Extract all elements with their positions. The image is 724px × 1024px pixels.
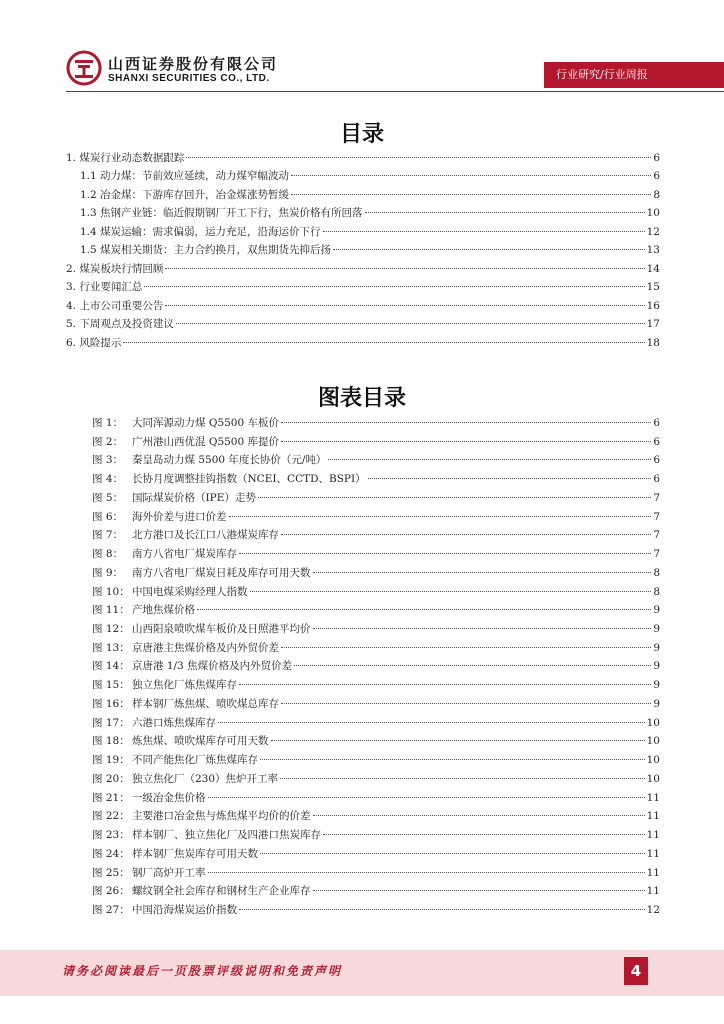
leader-dots — [313, 815, 645, 816]
figure-entry-label: 南方八省电厂煤炭库存 — [132, 548, 237, 561]
figure-entry[interactable] — [92, 623, 660, 636]
toc-entry-page: 15 — [646, 281, 660, 294]
figure-entry[interactable] — [92, 717, 660, 730]
figure-number: 图 12： — [92, 623, 130, 636]
figure-number: 图 6： — [92, 510, 124, 523]
figure-entry-page: 7 — [653, 510, 660, 523]
leader-dots — [229, 516, 652, 517]
leader-dots — [281, 534, 651, 535]
figure-number: 图 27： — [92, 903, 130, 916]
leader-dots — [323, 834, 645, 835]
toc-entry-label: 2. 煤炭板块行情回顾 — [66, 262, 164, 275]
toc-entry[interactable] — [66, 300, 660, 313]
toc-entry[interactable] — [80, 207, 660, 220]
figure-entry-label: 六港口炼焦煤库存 — [132, 716, 216, 729]
leader-dots — [239, 684, 651, 685]
figure-number: 图 8： — [92, 548, 124, 561]
figure-entry[interactable] — [92, 904, 660, 917]
leader-dots — [294, 665, 651, 666]
figure-entry[interactable] — [92, 548, 660, 561]
figure-number: 图 24： — [92, 847, 130, 860]
figure-entry-label: 主要港口冶金焦与炼焦煤平均价的价差 — [132, 810, 311, 823]
toc-entry[interactable] — [66, 337, 660, 350]
leader-dots — [323, 231, 645, 232]
figure-entry[interactable] — [92, 454, 660, 467]
report-type-tag: 行业研究/行业周报 — [544, 62, 724, 88]
toc-entry[interactable] — [66, 263, 660, 276]
figure-entry-page: 12 — [646, 903, 660, 916]
figure-entry[interactable] — [92, 735, 660, 748]
figure-entry-page: 6 — [653, 473, 660, 486]
figure-entry-label: 中国沿海煤炭运价指数 — [132, 903, 237, 916]
figure-entry[interactable] — [92, 604, 660, 617]
figure-entry[interactable] — [92, 436, 660, 449]
figure-entry-label: 样本钢厂、独立焦化厂及四港口焦炭库存 — [132, 829, 321, 842]
toc-entry[interactable] — [66, 318, 660, 331]
figure-entry-page: 8 — [653, 566, 660, 579]
figure-entry[interactable] — [92, 660, 660, 673]
leader-dots — [281, 422, 651, 423]
leader-dots — [165, 305, 644, 306]
figure-entry-label: 长协月度调整挂钩指数（NCEI、CCTD、BSPI） — [132, 473, 366, 486]
figure-entry-page: 6 — [653, 435, 660, 448]
figure-entry-label: 秦皇岛动力煤 5500 年度长协价（元/吨） — [132, 454, 327, 467]
figure-entry-label: 山西阳泉喷吹煤车板价及日照港平均价 — [132, 623, 311, 636]
figure-number: 图 7： — [92, 529, 124, 542]
figure-entry-label: 独立焦化厂炼焦煤库存 — [132, 679, 237, 692]
figure-number: 图 5： — [92, 491, 124, 504]
figure-list-title: 图表目录 — [317, 386, 406, 411]
company-name-en: SHANXI SECURITIES CO., LTD. — [108, 73, 270, 84]
toc-entry-page: 18 — [646, 336, 660, 349]
toc-entry[interactable] — [80, 170, 660, 183]
leader-dots — [208, 872, 645, 873]
figure-entry-label: 海外价差与进口价差 — [132, 510, 227, 523]
toc-entry-page: 6 — [653, 152, 660, 164]
figure-entry-label: 广州港山西优混 Q5500 库提价 — [132, 435, 280, 448]
footer-disclaimer: 请务必阅读最后一页股票评级说明和免责声明 — [62, 964, 343, 978]
leader-dots — [281, 647, 651, 648]
figure-entry-page: 11 — [646, 866, 660, 879]
figure-entry-page: 9 — [653, 679, 660, 692]
figure-number: 图 1： — [92, 417, 124, 429]
header-divider — [66, 91, 724, 92]
figure-number: 图 23： — [92, 829, 130, 842]
toc-entry[interactable] — [80, 226, 660, 239]
figure-entry[interactable] — [92, 529, 660, 542]
toc-entry-label: 1.1 动力煤：节前效应延续，动力煤窄幅波动 — [80, 170, 290, 183]
toc-entry-page: 12 — [646, 225, 660, 238]
figure-entry[interactable] — [92, 511, 660, 524]
figure-entry[interactable] — [92, 492, 660, 505]
figure-entry[interactable] — [92, 773, 660, 786]
figure-entry-page: 10 — [646, 735, 660, 748]
leader-dots — [208, 797, 645, 798]
figure-entry[interactable] — [92, 417, 660, 430]
leader-dots — [260, 759, 645, 760]
figure-entry-label: 京唐港 1/3 焦煤价格及内外贸价差 — [132, 660, 293, 673]
toc-entry-label: 1.5 煤炭相关期货：主力合约换月，双焦期货先抑后扬 — [80, 244, 332, 257]
figure-entry[interactable] — [92, 792, 660, 805]
leader-dots — [260, 853, 645, 854]
figure-entry-page: 7 — [653, 548, 660, 561]
figure-entry[interactable] — [92, 473, 660, 486]
figure-entry-page: 6 — [653, 417, 660, 429]
toc-entry[interactable] — [80, 189, 660, 202]
figure-number: 图 13： — [92, 641, 130, 654]
page-number: 4 — [624, 957, 648, 985]
figure-number: 图 4： — [92, 473, 124, 486]
leader-dots — [258, 497, 651, 498]
leader-dots — [291, 175, 651, 176]
leader-dots — [144, 286, 644, 287]
figure-number: 图 21： — [92, 791, 130, 804]
figure-number: 图 22： — [92, 810, 130, 823]
leader-dots — [165, 268, 644, 269]
figure-entry-page: 9 — [653, 697, 660, 710]
figure-entry[interactable] — [92, 698, 660, 711]
figure-entry[interactable] — [92, 567, 660, 580]
toc-entry-label: 1.3 焦钢产业链：临近假期钢厂开工下行，焦炭价格有所回落 — [80, 207, 363, 220]
figure-entry-page: 7 — [653, 491, 660, 504]
figure-entry-page: 11 — [646, 829, 660, 842]
toc-entry-page: 16 — [646, 299, 660, 312]
leader-dots — [239, 553, 651, 554]
figure-number: 图 10： — [92, 585, 130, 598]
figure-entry-label: 国际煤炭价格（IPE）走势 — [132, 491, 256, 504]
figure-number: 图 18： — [92, 735, 130, 748]
toc-entry[interactable] — [66, 281, 660, 294]
leader-dots — [176, 323, 645, 324]
figure-number: 图 2： — [92, 435, 124, 448]
figure-entry-page: 10 — [646, 772, 660, 785]
figure-number: 图 16： — [92, 697, 130, 710]
figure-entry-page: 8 — [653, 585, 660, 598]
leader-dots — [313, 572, 652, 573]
leader-dots — [365, 212, 645, 213]
figure-entry-label: 中国电煤采购经理人指数 — [132, 585, 248, 598]
company-name-cn: 山西证券股份有限公司 — [108, 55, 279, 73]
figure-entry-page: 10 — [646, 716, 660, 729]
toc-entry-page: 10 — [646, 207, 660, 220]
figure-entry[interactable] — [92, 848, 660, 861]
page-header — [0, 0, 724, 92]
leader-dots — [197, 609, 651, 610]
figure-entry[interactable] — [92, 810, 660, 823]
toc-entry-page: 17 — [646, 318, 660, 331]
figure-number: 图 20： — [92, 772, 130, 785]
figure-entry-label: 南方八省电厂煤炭日耗及库存可用天数 — [132, 566, 311, 579]
figure-entry-page: 9 — [653, 641, 660, 654]
leader-dots — [186, 157, 651, 158]
toc-entry-page: 6 — [653, 170, 660, 183]
figure-entry[interactable] — [92, 885, 660, 898]
figure-entry-label: 样本钢厂焦炭库存可用天数 — [132, 847, 258, 860]
figure-number: 图 15： — [92, 679, 130, 692]
figure-number: 图 11： — [92, 604, 130, 617]
leader-dots — [333, 249, 645, 250]
figure-number: 图 17： — [92, 716, 130, 729]
figure-entry-page: 9 — [653, 604, 660, 617]
toc-entry-page: 13 — [646, 244, 660, 257]
figure-entry-label: 产地焦煤价格 — [132, 604, 195, 617]
figure-entry-page: 9 — [653, 660, 660, 673]
toc-entry-label: 4. 上市公司重要公告 — [66, 299, 164, 312]
figure-entry-label: 螺纹钢全社会库存和钢材生产企业库存 — [132, 885, 311, 898]
leader-dots — [313, 628, 652, 629]
figure-entry-label: 样本钢厂炼焦煤、喷吹煤总库存 — [132, 697, 279, 710]
toc-entry-label: 1.4 煤炭运输：需求偏弱，运力充足，沿海运价下行 — [80, 225, 321, 238]
figure-entry[interactable] — [92, 679, 660, 692]
figure-entry-label: 炼焦煤、喷吹煤库存可用天数 — [132, 735, 269, 748]
figure-entry-label: 京唐港主焦煤价格及内外贸价差 — [132, 641, 279, 654]
toc-entry-label: 6. 风险提示 — [66, 336, 122, 349]
company-logo-icon — [66, 50, 102, 86]
toc-entry-label: 3. 行业要闻汇总 — [66, 281, 143, 294]
figure-number: 图 9： — [92, 566, 124, 579]
figure-number: 图 19： — [92, 754, 130, 767]
leader-dots — [281, 441, 651, 442]
leader-dots — [218, 722, 645, 723]
leader-dots — [328, 459, 651, 460]
figure-entry[interactable] — [92, 829, 660, 842]
figure-entry-label: 不同产能焦化厂炼焦煤库存 — [132, 754, 258, 767]
toc-entry-label: 1.2 冶金煤：下游库存回升，冶金煤涨势暂缓 — [80, 188, 290, 201]
figure-entry-page: 6 — [653, 454, 660, 467]
toc-entry-label: 5. 下周观点及投资建议 — [66, 318, 174, 331]
figure-entry-page: 10 — [646, 754, 660, 767]
toc-entry-page: 8 — [653, 188, 660, 201]
figure-entry-page: 7 — [653, 529, 660, 542]
toc-entry-label: 1. 煤炭行业动态数据跟踪 — [66, 152, 185, 164]
leader-dots — [250, 591, 652, 592]
leader-dots — [313, 890, 645, 891]
figure-entry-label: 钢厂高炉开工率 — [132, 866, 206, 879]
leader-dots — [291, 194, 651, 195]
figure-entry[interactable] — [92, 754, 660, 767]
leader-dots — [368, 478, 652, 479]
figure-entry-label: 大同浑源动力煤 Q5500 车板价 — [132, 417, 280, 429]
figure-entry-page: 9 — [653, 623, 660, 636]
figure-entry-page: 11 — [646, 885, 660, 898]
figure-entry-page: 11 — [646, 810, 660, 823]
figure-entry[interactable] — [92, 586, 660, 599]
figure-entry-page: 11 — [646, 847, 660, 860]
figure-number: 图 25： — [92, 866, 130, 879]
leader-dots — [239, 909, 645, 910]
toc-entry[interactable] — [80, 244, 660, 257]
toc-title: 目录 — [339, 122, 384, 147]
figure-entry-label: 北方港口及长江口八港煤炭库存 — [132, 529, 279, 542]
figure-number: 图 26： — [92, 885, 130, 898]
figure-entry[interactable] — [92, 642, 660, 655]
leader-dots — [123, 342, 644, 343]
toc-entry-page: 14 — [646, 262, 660, 275]
figure-entry[interactable] — [92, 867, 660, 880]
figure-entry-label: 一级冶金焦价格 — [132, 791, 206, 804]
leader-dots — [271, 740, 645, 741]
figure-number: 图 3： — [92, 454, 124, 467]
figure-number: 图 14： — [92, 660, 130, 673]
figure-entry-label: 独立焦化厂（230）焦炉开工率 — [132, 772, 279, 785]
toc-entry[interactable] — [66, 152, 660, 165]
leader-dots — [280, 778, 645, 779]
figure-entry-page: 11 — [646, 791, 660, 804]
leader-dots — [281, 703, 651, 704]
